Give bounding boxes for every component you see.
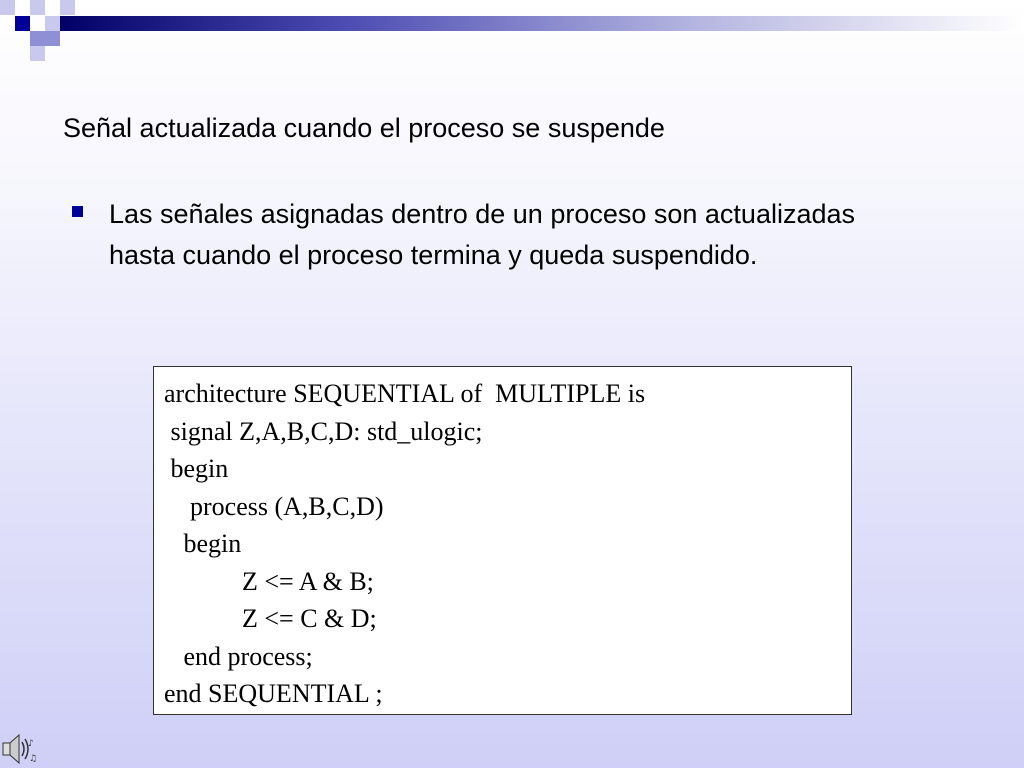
decor-square	[30, 46, 45, 61]
code-block	[153, 366, 852, 715]
speaker-sound-icon[interactable]	[2, 732, 38, 766]
code-line: begin	[164, 529, 242, 558]
decor-square	[30, 0, 45, 15]
code-line: signal Z,A,B,C,D: std_ulogic;	[164, 417, 483, 446]
bullet-text: Las señales asignadas dentro de un proceso son actualizadas hasta cuando el proceso termina y queda suspendido.	[109, 199, 856, 270]
code-line: process (A,B,C,D)	[164, 492, 384, 521]
svg-text:♫: ♫	[29, 754, 38, 764]
decor-square	[60, 0, 75, 15]
decor-square	[0, 0, 15, 15]
code-line: end process;	[164, 642, 313, 671]
svg-text:♪: ♪	[28, 739, 34, 749]
decor-square	[45, 16, 60, 31]
decor-square	[45, 31, 60, 46]
code-line: architecture SEQUENTIAL of MULTIPLE is	[164, 379, 646, 408]
header-gradient-bar	[60, 16, 1024, 31]
decor-square	[30, 31, 45, 46]
code-line: Z <= A & B;	[164, 567, 374, 596]
bullet-square-icon	[72, 206, 83, 217]
slide-title: Señal actualizada cuando el proceso se suspende	[63, 113, 665, 143]
code-line: begin	[164, 454, 229, 483]
code-line: end SEQUENTIAL ;	[164, 679, 383, 708]
decor-square	[15, 16, 30, 31]
code-line: Z <= C & D;	[164, 604, 377, 633]
